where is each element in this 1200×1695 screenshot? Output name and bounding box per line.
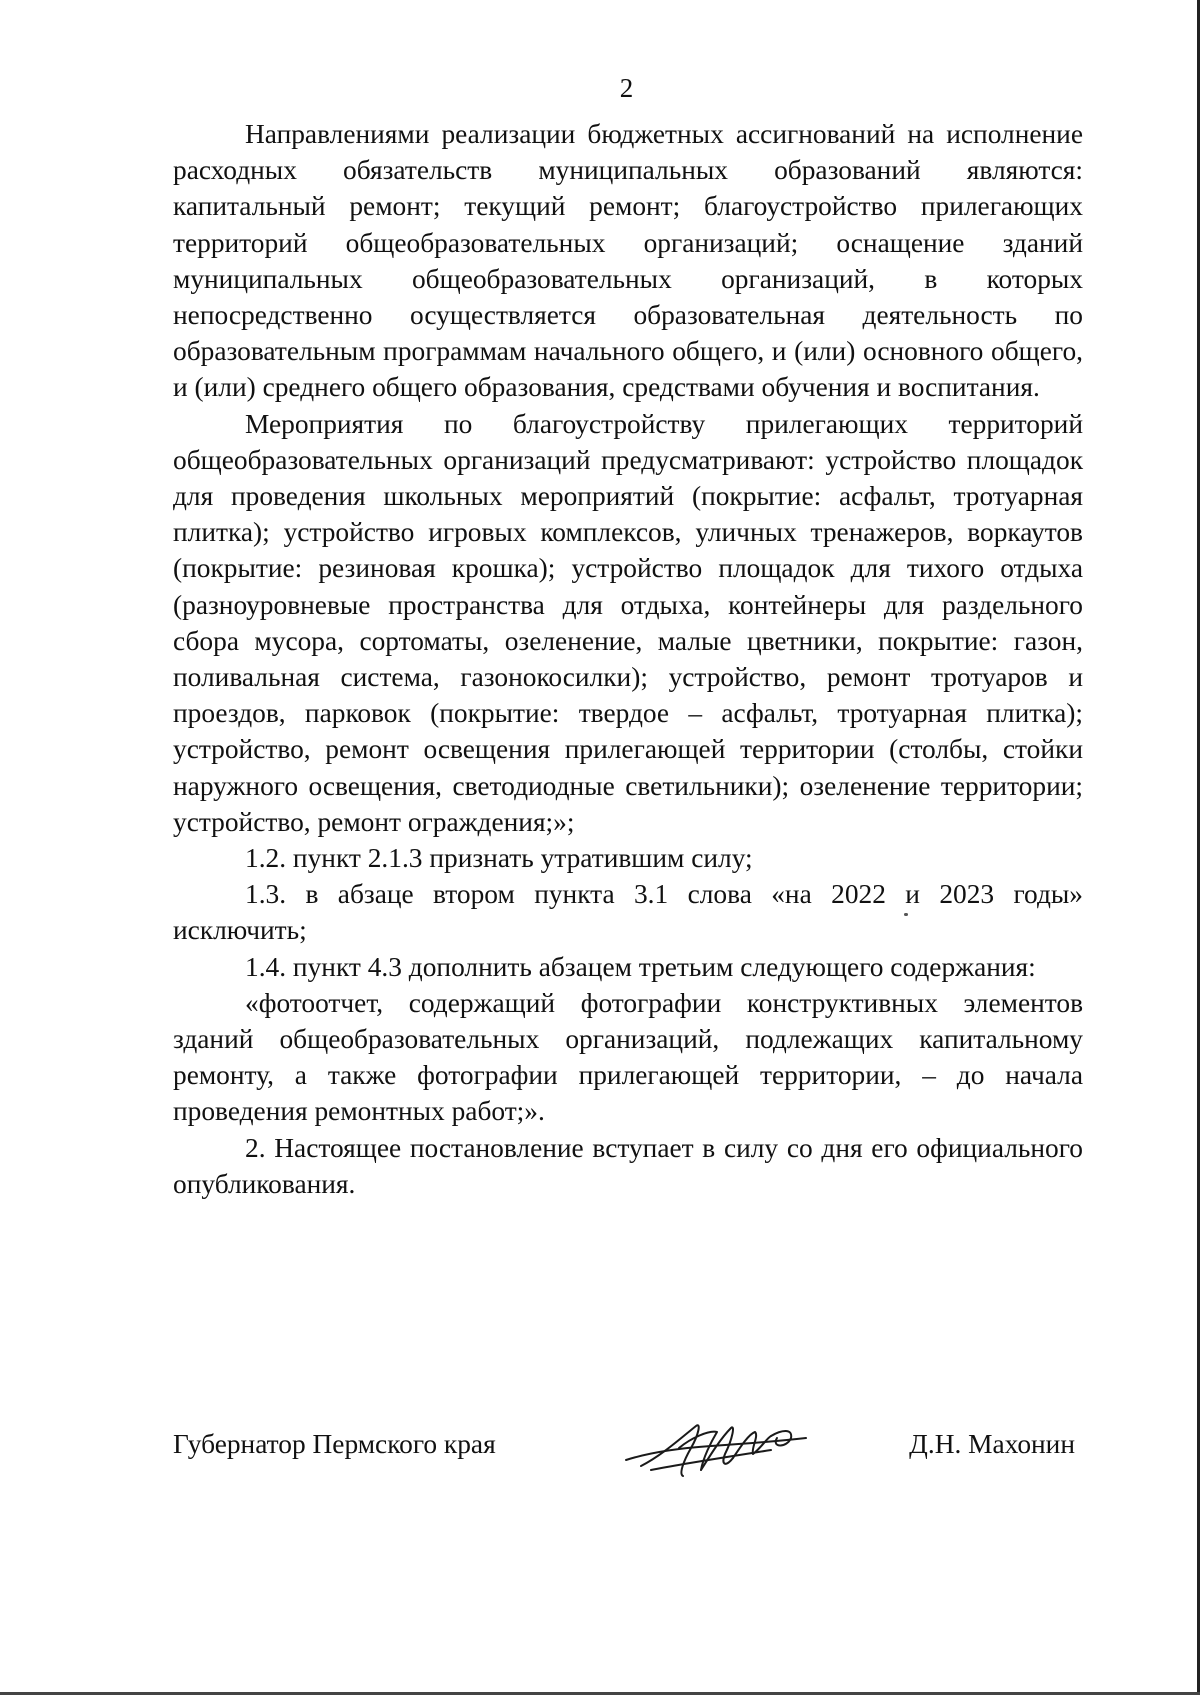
handwritten-signature-icon bbox=[621, 1408, 821, 1488]
signature-block bbox=[173, 1408, 1083, 1508]
paragraph-effective-date: 2. Настоящее постановление вступает в силу со дня его официального опубликования. bbox=[173, 1132, 1083, 1199]
paragraph-item-1-3: 1.3. в абзаце втором пункта 3.1 слова «на 2022 и 2023 годы» исключить; bbox=[173, 879, 1083, 946]
paragraph-item-1-4: 1.4. пункт 4.3 дополнить абзацем третьим следующего содержания: bbox=[245, 951, 1036, 982]
paragraph-item-1-2: 1.2. пункт 2.1.3 признать утратившим силу; bbox=[245, 843, 753, 874]
page-number: 2 bbox=[619, 73, 634, 103]
document-body bbox=[173, 116, 1083, 1202]
scan-speck bbox=[904, 913, 908, 916]
paragraph-landscaping-measures: Мероприятия по благоустройству прилегающих территорий общеобразовательных организаций предусматривают: устройство площадок для проведения школьных мероприятий (покрытие: асфальт, тротуарная плитка); устройство игровых комплексов, уличных тренажеров, воркаутов (покрытие: резиновая крошка); устройство площадок для тихого отдыха (разноуровневые пространства для отдыха, контейнеры для раздельного сбора мусора, сортоматы, озеленение, малые цветники, покрытие: газон, поливальная система, газонокосилки); устройство, ремонт тротуаров и проездов, парковок (покрытие: твердое – асфальт, тротуарная плитка); устройство, ремонт освещения прилегающей территории (столбы, стойки наружного освещения, светодиодные светильники); озеленение территории; устройство, ремонт ограждения;»; bbox=[173, 408, 1083, 837]
signatory-name: Д.Н. Махонин bbox=[909, 1429, 1075, 1459]
signatory-position: Губернатор Пермского края bbox=[173, 1429, 496, 1459]
paragraph-budget-directions: Направлениями реализации бюджетных ассигнований на исполнение расходных обязательств муниципальных образований являются: капитальный ремонт; текущий ремонт; благоустройство прилегающих территорий общеобразовательных организаций; оснащение зданий муниципальных общеобразовательных организаций, в которых непосредственно осуществляется образовательная деятельность по образовательным программам начального общего, и (или) основного общего, и (или) среднего общего образования, средствами обучения и воспитания. bbox=[173, 119, 1083, 403]
paragraph-photo-report: «фотоотчет, содержащий фотографии конструктивных элементов зданий общеобразовательных организаций, подлежащих капитальному ремонту, а также фотографии прилегающей территории, – до начала проведения ремонтных работ;». bbox=[173, 987, 1083, 1127]
